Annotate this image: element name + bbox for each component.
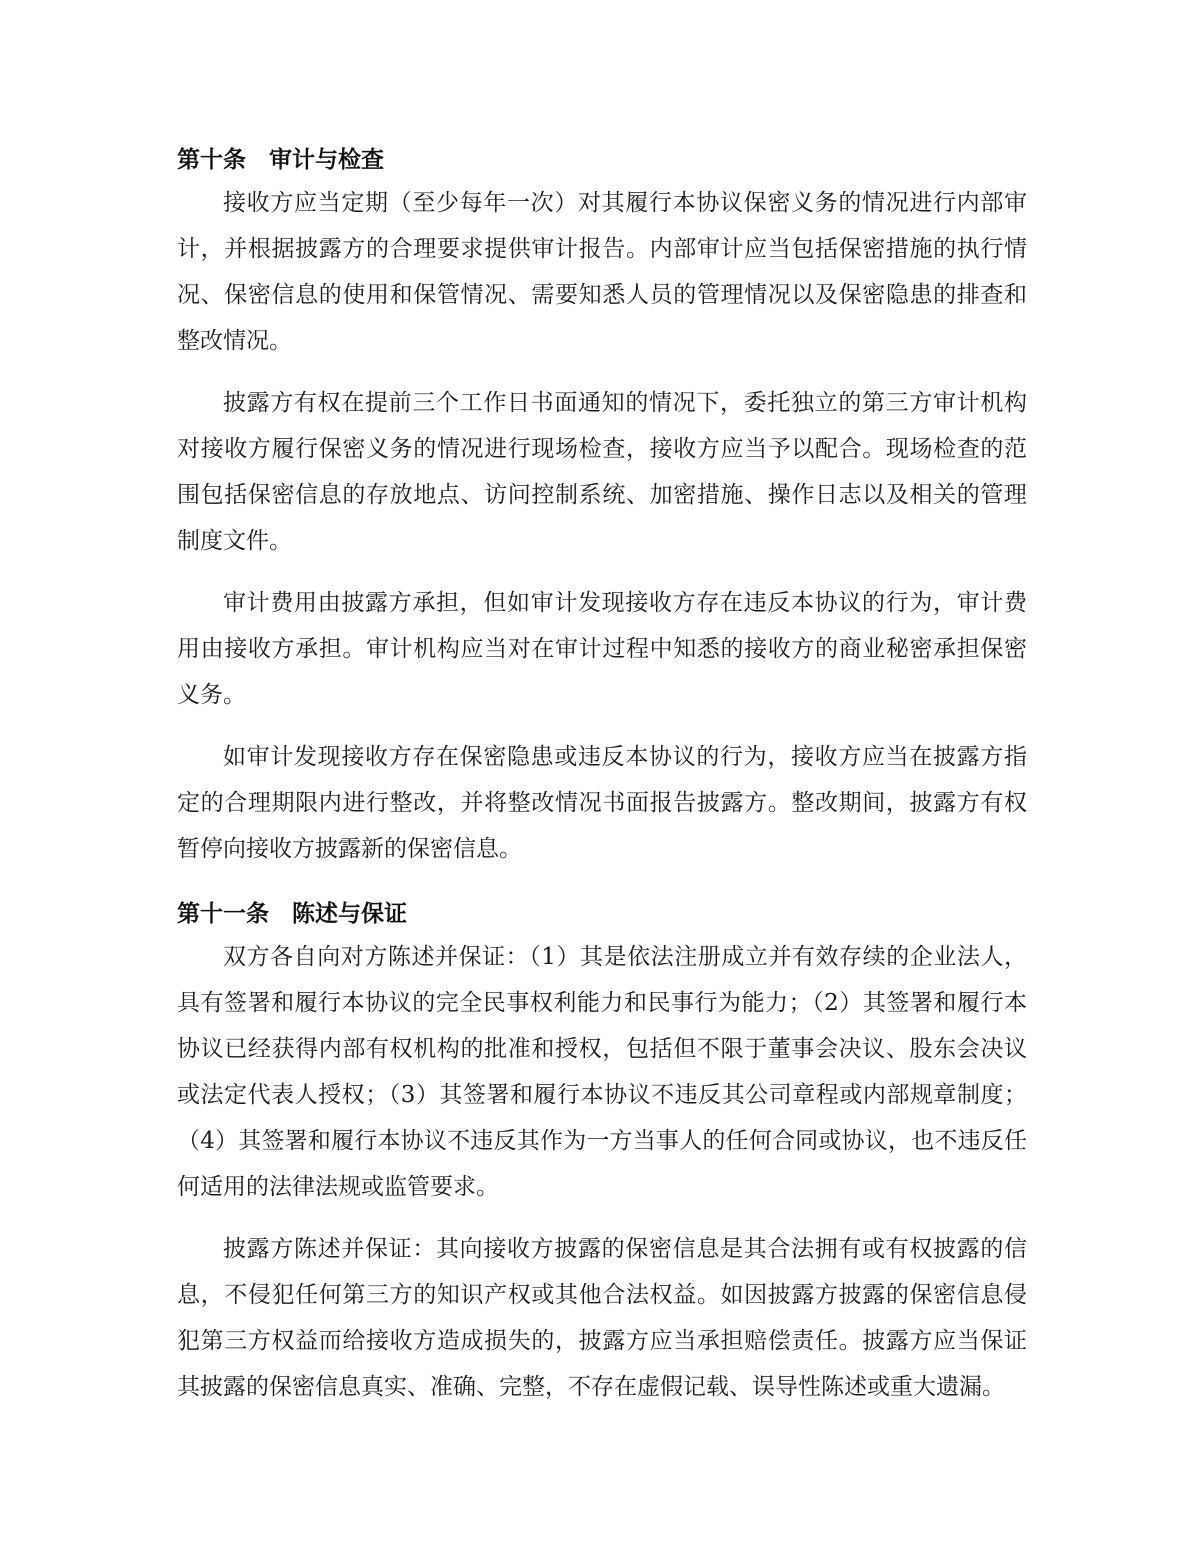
paragraph: 接收方应当定期（至少每年一次）对其履行本协议保密义务的情况进行内部审计，并根据披露方的合理要求提供审计报告。内部审计应当包括保密措施的执行情况、保密信息的使用和保管情况、需要知悉人员的管理情况以及保密隐患的排查和整改情况。 <box>177 190 1027 354</box>
paragraph: 披露方陈述并保证：其向接收方披露的保密信息是其合法拥有或有权披露的信息，不侵犯任何第三方的知识产权或其他合法权益。如因披露方披露的保密信息侵犯第三方权益而给接收方造成损失的，披露方应当承担赔偿责任。披露方应当保证其披露的保密信息真实、准确、完整，不存在虚假记载、误导性陈述或重大遗漏。 <box>177 1236 1027 1400</box>
paragraph: 双方各自向对方陈述并保证：（1）其是依法注册成立并有效存续的企业法人，具有签署和履行本协议的完全民事权利能力和民事行为能力；（2）其签署和履行本协议已经获得内部有权机构的批准和授权，包括但不限于董事会决议、股东会决议或法定代表人授权；（3）其签署和履行本协议不违反其公司章程或内部规章制度；（4）其签署和履行本协议不违反其作为一方当事人的任何合同或协议，也不违反任何适用的法律法规或监管要求。 <box>177 944 1027 1200</box>
paragraph: 如审计发现接收方存在保密隐患或违反本协议的行为，接收方应当在披露方指定的合理期限内进行整改，并将整改情况书面报告披露方。整改期间，披露方有权暂停向接收方披露新的保密信息。 <box>177 744 1027 862</box>
paragraph: 披露方有权在提前三个工作日书面通知的情况下，委托独立的第三方审计机构对接收方履行保密义务的情况进行现场检查，接收方应当予以配合。现场检查的范围包括保密信息的存放地点、访问控制系统、加密措施、操作日志以及相关的管理制度文件。 <box>177 390 1027 554</box>
section-article-11 <box>177 894 1027 1410</box>
document-body <box>177 140 1027 1410</box>
paragraph: 审计费用由披露方承担，但如审计发现接收方存在违反本协议的行为，审计费用由接收方承担。审计机构应当对在审计过程中知悉的接收方的商业秘密承担保密义务。 <box>177 590 1027 708</box>
section-heading: 第十条 审计与检查 <box>177 147 384 173</box>
section-heading: 第十一条 陈述与保证 <box>177 901 407 927</box>
section-article-10 <box>177 140 1027 872</box>
